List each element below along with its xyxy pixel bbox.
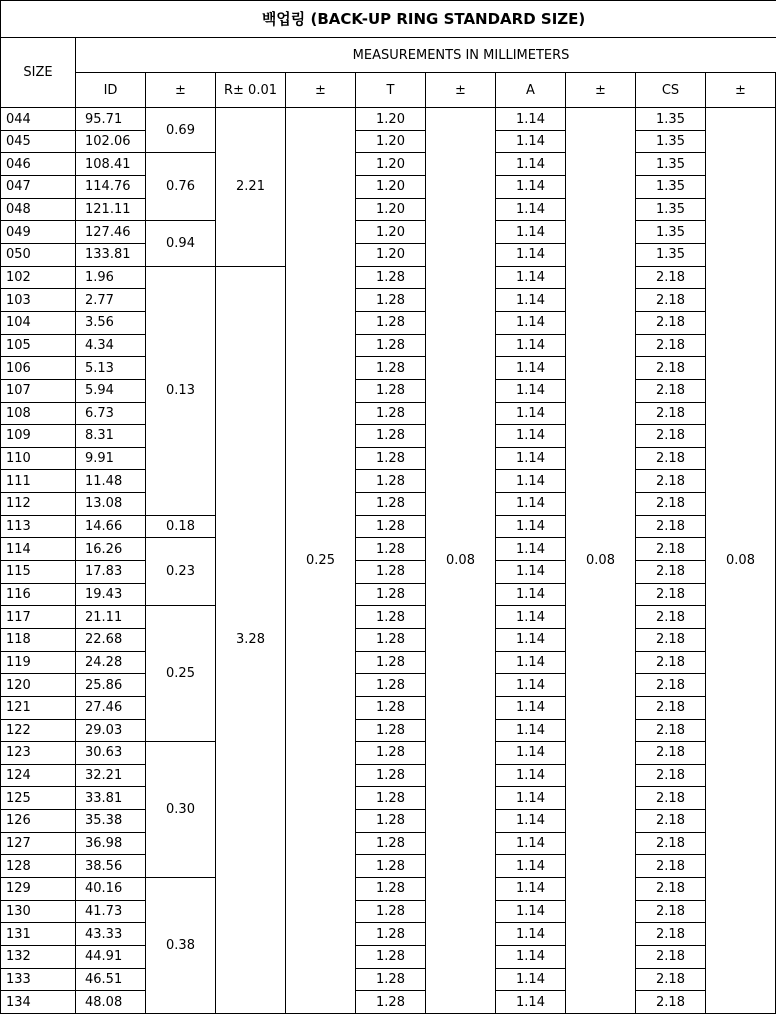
t-cell: 1.20	[356, 176, 426, 199]
size-cell: 117	[1, 606, 76, 629]
table-row	[1, 538, 776, 561]
table-row	[1, 289, 776, 312]
id-cell: 41.73	[76, 900, 146, 923]
table-row	[1, 153, 776, 176]
a-cell: 1.14	[496, 945, 566, 968]
cs-cell: 2.18	[636, 425, 706, 448]
id-cell: 14.66	[76, 515, 146, 538]
table-row	[1, 855, 776, 878]
cs-cell: 2.18	[636, 719, 706, 742]
id-cell: 9.91	[76, 447, 146, 470]
a-cell: 1.14	[496, 493, 566, 516]
id-tolerance-cell: 0.94	[146, 221, 216, 266]
t-cell: 1.28	[356, 583, 426, 606]
id-cell: 35.38	[76, 810, 146, 833]
t-cell: 1.28	[356, 493, 426, 516]
header-row-columns	[1, 73, 776, 108]
id-cell: 25.86	[76, 674, 146, 697]
id-cell: 2.77	[76, 289, 146, 312]
table-row	[1, 832, 776, 855]
t-cell: 1.28	[356, 877, 426, 900]
table-row	[1, 787, 776, 810]
a-cell: 1.14	[496, 447, 566, 470]
t-cell: 1.28	[356, 719, 426, 742]
cs-tolerance-cell: 0.08	[706, 108, 776, 1014]
a-cell: 1.14	[496, 153, 566, 176]
table-row	[1, 379, 776, 402]
size-cell: 127	[1, 832, 76, 855]
table-row	[1, 221, 776, 244]
id-cell: 11.48	[76, 470, 146, 493]
id-cell: 43.33	[76, 923, 146, 946]
table-title: 백업링 (BACK-UP RING STANDARD SIZE)	[1, 1, 776, 38]
t-cell: 1.20	[356, 108, 426, 131]
t-cell: 1.28	[356, 289, 426, 312]
size-cell: 125	[1, 787, 76, 810]
cs-cell: 1.35	[636, 176, 706, 199]
r-cell: 3.28	[216, 266, 286, 1013]
size-cell: 111	[1, 470, 76, 493]
size-cell: 129	[1, 877, 76, 900]
a-cell: 1.14	[496, 719, 566, 742]
id-cell: 46.51	[76, 968, 146, 991]
a-cell: 1.14	[496, 606, 566, 629]
a-cell: 1.14	[496, 561, 566, 584]
table-row	[1, 674, 776, 697]
table-row	[1, 651, 776, 674]
cs-cell: 2.18	[636, 606, 706, 629]
cs-cell: 2.18	[636, 764, 706, 787]
id-cell: 121.11	[76, 198, 146, 221]
id-cell: 5.94	[76, 379, 146, 402]
id-cell: 29.03	[76, 719, 146, 742]
a-cell: 1.14	[496, 583, 566, 606]
id-cell: 48.08	[76, 991, 146, 1014]
cs-cell: 2.18	[636, 311, 706, 334]
t-cell: 1.28	[356, 764, 426, 787]
cs-cell: 2.18	[636, 447, 706, 470]
a-cell: 1.14	[496, 696, 566, 719]
t-cell: 1.28	[356, 266, 426, 289]
size-cell: 121	[1, 696, 76, 719]
table-row	[1, 130, 776, 153]
t-cell: 1.28	[356, 945, 426, 968]
a-cell: 1.14	[496, 968, 566, 991]
a-cell: 1.14	[496, 266, 566, 289]
cs-cell: 1.35	[636, 244, 706, 267]
size-cell: 048	[1, 198, 76, 221]
size-cell: 049	[1, 221, 76, 244]
t-cell: 1.28	[356, 425, 426, 448]
cs-cell: 2.18	[636, 923, 706, 946]
table-row	[1, 470, 776, 493]
table-row	[1, 198, 776, 221]
a-cell: 1.14	[496, 176, 566, 199]
header-cs: CS	[636, 73, 706, 108]
cs-cell: 2.18	[636, 289, 706, 312]
id-cell: 30.63	[76, 742, 146, 765]
a-cell: 1.14	[496, 855, 566, 878]
id-cell: 19.43	[76, 583, 146, 606]
size-cell: 109	[1, 425, 76, 448]
t-cell: 1.28	[356, 402, 426, 425]
header-a-tolerance: ±	[566, 73, 636, 108]
t-cell: 1.28	[356, 538, 426, 561]
size-cell: 045	[1, 130, 76, 153]
cs-cell: 2.18	[636, 968, 706, 991]
a-cell: 1.14	[496, 651, 566, 674]
t-cell: 1.28	[356, 379, 426, 402]
size-cell: 102	[1, 266, 76, 289]
header-measurements-group: MEASUREMENTS IN MILLIMETERS	[76, 38, 776, 73]
size-cell: 124	[1, 764, 76, 787]
cs-cell: 2.18	[636, 900, 706, 923]
size-cell: 133	[1, 968, 76, 991]
a-cell: 1.14	[496, 198, 566, 221]
t-cell: 1.28	[356, 470, 426, 493]
table-body	[1, 1, 776, 1014]
a-cell: 1.14	[496, 764, 566, 787]
size-cell: 131	[1, 923, 76, 946]
size-cell: 122	[1, 719, 76, 742]
table-row	[1, 764, 776, 787]
size-cell: 106	[1, 357, 76, 380]
table-row	[1, 402, 776, 425]
id-cell: 24.28	[76, 651, 146, 674]
size-cell: 118	[1, 628, 76, 651]
id-cell: 33.81	[76, 787, 146, 810]
table-row	[1, 923, 776, 946]
a-cell: 1.14	[496, 742, 566, 765]
header-r-tolerance: ±	[286, 73, 356, 108]
table-row	[1, 696, 776, 719]
cs-cell: 1.35	[636, 130, 706, 153]
size-cell: 050	[1, 244, 76, 267]
id-cell: 95.71	[76, 108, 146, 131]
a-cell: 1.14	[496, 923, 566, 946]
cs-cell: 2.18	[636, 402, 706, 425]
header-t: T	[356, 73, 426, 108]
cs-cell: 2.18	[636, 877, 706, 900]
cs-cell: 2.18	[636, 674, 706, 697]
cs-cell: 2.18	[636, 628, 706, 651]
id-cell: 40.16	[76, 877, 146, 900]
t-cell: 1.28	[356, 855, 426, 878]
table-row	[1, 900, 776, 923]
t-cell: 1.28	[356, 561, 426, 584]
id-cell: 133.81	[76, 244, 146, 267]
size-cell: 108	[1, 402, 76, 425]
id-cell: 3.56	[76, 311, 146, 334]
id-cell: 1.96	[76, 266, 146, 289]
header-id: ID	[76, 73, 146, 108]
id-cell: 6.73	[76, 402, 146, 425]
t-cell: 1.28	[356, 651, 426, 674]
size-cell: 114	[1, 538, 76, 561]
table-row	[1, 945, 776, 968]
a-cell: 1.14	[496, 515, 566, 538]
a-cell: 1.14	[496, 379, 566, 402]
table-row	[1, 311, 776, 334]
cs-cell: 2.18	[636, 538, 706, 561]
a-cell: 1.14	[496, 538, 566, 561]
id-cell: 4.34	[76, 334, 146, 357]
table-row	[1, 108, 776, 131]
a-cell: 1.14	[496, 357, 566, 380]
cs-cell: 1.35	[636, 198, 706, 221]
id-cell: 16.26	[76, 538, 146, 561]
cs-cell: 1.35	[636, 108, 706, 131]
header-cs-tolerance: ±	[706, 73, 776, 108]
table-row	[1, 628, 776, 651]
id-cell: 38.56	[76, 855, 146, 878]
cs-cell: 2.18	[636, 945, 706, 968]
a-cell: 1.14	[496, 108, 566, 131]
size-cell: 130	[1, 900, 76, 923]
header-r: R± 0.01	[216, 73, 286, 108]
id-cell: 5.13	[76, 357, 146, 380]
cs-cell: 2.18	[636, 742, 706, 765]
a-cell: 1.14	[496, 221, 566, 244]
cs-cell: 2.18	[636, 696, 706, 719]
size-cell: 134	[1, 991, 76, 1014]
table-row	[1, 447, 776, 470]
title-row	[1, 1, 776, 38]
cs-cell: 2.18	[636, 787, 706, 810]
table-row	[1, 244, 776, 267]
cs-cell: 2.18	[636, 493, 706, 516]
table-row	[1, 493, 776, 516]
size-cell: 120	[1, 674, 76, 697]
id-cell: 8.31	[76, 425, 146, 448]
table-row	[1, 334, 776, 357]
a-cell: 1.14	[496, 674, 566, 697]
header-row-group	[1, 38, 776, 73]
a-cell: 1.14	[496, 130, 566, 153]
t-cell: 1.28	[356, 923, 426, 946]
id-cell: 114.76	[76, 176, 146, 199]
t-tolerance-cell: 0.08	[426, 108, 496, 1014]
table-row	[1, 176, 776, 199]
size-cell: 046	[1, 153, 76, 176]
id-cell: 108.41	[76, 153, 146, 176]
id-tolerance-cell: 0.13	[146, 266, 216, 515]
id-cell: 13.08	[76, 493, 146, 516]
cs-cell: 2.18	[636, 515, 706, 538]
t-cell: 1.20	[356, 153, 426, 176]
table-row	[1, 968, 776, 991]
header-id-tolerance: ±	[146, 73, 216, 108]
size-cell: 113	[1, 515, 76, 538]
size-cell: 112	[1, 493, 76, 516]
t-cell: 1.28	[356, 968, 426, 991]
header-a: A	[496, 73, 566, 108]
id-cell: 17.83	[76, 561, 146, 584]
size-cell: 047	[1, 176, 76, 199]
table-row	[1, 515, 776, 538]
cs-cell: 1.35	[636, 153, 706, 176]
a-cell: 1.14	[496, 877, 566, 900]
a-cell: 1.14	[496, 289, 566, 312]
a-cell: 1.14	[496, 810, 566, 833]
table-row	[1, 991, 776, 1014]
table-row	[1, 810, 776, 833]
id-cell: 22.68	[76, 628, 146, 651]
id-tolerance-cell: 0.76	[146, 153, 216, 221]
t-cell: 1.28	[356, 832, 426, 855]
t-cell: 1.28	[356, 810, 426, 833]
id-cell: 27.46	[76, 696, 146, 719]
r-cell: 2.21	[216, 108, 286, 266]
t-cell: 1.28	[356, 900, 426, 923]
a-cell: 1.14	[496, 244, 566, 267]
a-cell: 1.14	[496, 334, 566, 357]
cs-cell: 2.18	[636, 379, 706, 402]
a-cell: 1.14	[496, 628, 566, 651]
a-cell: 1.14	[496, 991, 566, 1014]
table-row	[1, 719, 776, 742]
t-cell: 1.28	[356, 334, 426, 357]
size-cell: 115	[1, 561, 76, 584]
a-cell: 1.14	[496, 311, 566, 334]
a-cell: 1.14	[496, 787, 566, 810]
t-cell: 1.28	[356, 674, 426, 697]
size-cell: 119	[1, 651, 76, 674]
t-cell: 1.28	[356, 628, 426, 651]
cs-cell: 2.18	[636, 583, 706, 606]
a-cell: 1.14	[496, 402, 566, 425]
id-cell: 32.21	[76, 764, 146, 787]
cs-cell: 2.18	[636, 334, 706, 357]
id-tolerance-cell: 0.38	[146, 877, 216, 1013]
table-row	[1, 357, 776, 380]
size-cell: 132	[1, 945, 76, 968]
a-cell: 1.14	[496, 425, 566, 448]
table-row	[1, 266, 776, 289]
id-cell: 44.91	[76, 945, 146, 968]
size-cell: 104	[1, 311, 76, 334]
t-cell: 1.20	[356, 221, 426, 244]
cs-cell: 2.18	[636, 561, 706, 584]
table-row	[1, 742, 776, 765]
id-tolerance-cell: 0.25	[146, 606, 216, 742]
a-tolerance-cell: 0.08	[566, 108, 636, 1014]
r-tolerance-cell: 0.25	[286, 108, 356, 1014]
a-cell: 1.14	[496, 470, 566, 493]
table-row	[1, 425, 776, 448]
id-cell: 102.06	[76, 130, 146, 153]
size-cell: 044	[1, 108, 76, 131]
size-cell: 110	[1, 447, 76, 470]
t-cell: 1.28	[356, 606, 426, 629]
t-cell: 1.28	[356, 991, 426, 1014]
a-cell: 1.14	[496, 900, 566, 923]
table-row	[1, 561, 776, 584]
t-cell: 1.28	[356, 311, 426, 334]
cs-cell: 1.35	[636, 221, 706, 244]
size-cell: 126	[1, 810, 76, 833]
size-cell: 103	[1, 289, 76, 312]
t-cell: 1.28	[356, 696, 426, 719]
cs-cell: 2.18	[636, 357, 706, 380]
id-tolerance-cell: 0.18	[146, 515, 216, 538]
t-cell: 1.28	[356, 447, 426, 470]
size-cell: 105	[1, 334, 76, 357]
size-cell: 107	[1, 379, 76, 402]
header-size: SIZE	[1, 38, 76, 108]
t-cell: 1.28	[356, 515, 426, 538]
cs-cell: 2.18	[636, 810, 706, 833]
cs-cell: 2.18	[636, 470, 706, 493]
header-t-tolerance: ±	[426, 73, 496, 108]
a-cell: 1.14	[496, 832, 566, 855]
id-tolerance-cell: 0.69	[146, 108, 216, 153]
table-row	[1, 877, 776, 900]
size-cell: 123	[1, 742, 76, 765]
cs-cell: 2.18	[636, 991, 706, 1014]
cs-cell: 2.18	[636, 651, 706, 674]
id-cell: 36.98	[76, 832, 146, 855]
size-cell: 116	[1, 583, 76, 606]
t-cell: 1.28	[356, 742, 426, 765]
id-tolerance-cell: 0.23	[146, 538, 216, 606]
table-row	[1, 606, 776, 629]
t-cell: 1.20	[356, 244, 426, 267]
table-row	[1, 583, 776, 606]
cs-cell: 2.18	[636, 832, 706, 855]
cs-cell: 2.18	[636, 855, 706, 878]
id-cell: 21.11	[76, 606, 146, 629]
cs-cell: 2.18	[636, 266, 706, 289]
t-cell: 1.20	[356, 198, 426, 221]
id-cell: 127.46	[76, 221, 146, 244]
id-tolerance-cell: 0.30	[146, 742, 216, 878]
t-cell: 1.28	[356, 357, 426, 380]
size-cell: 128	[1, 855, 76, 878]
t-cell: 1.28	[356, 787, 426, 810]
t-cell: 1.20	[356, 130, 426, 153]
